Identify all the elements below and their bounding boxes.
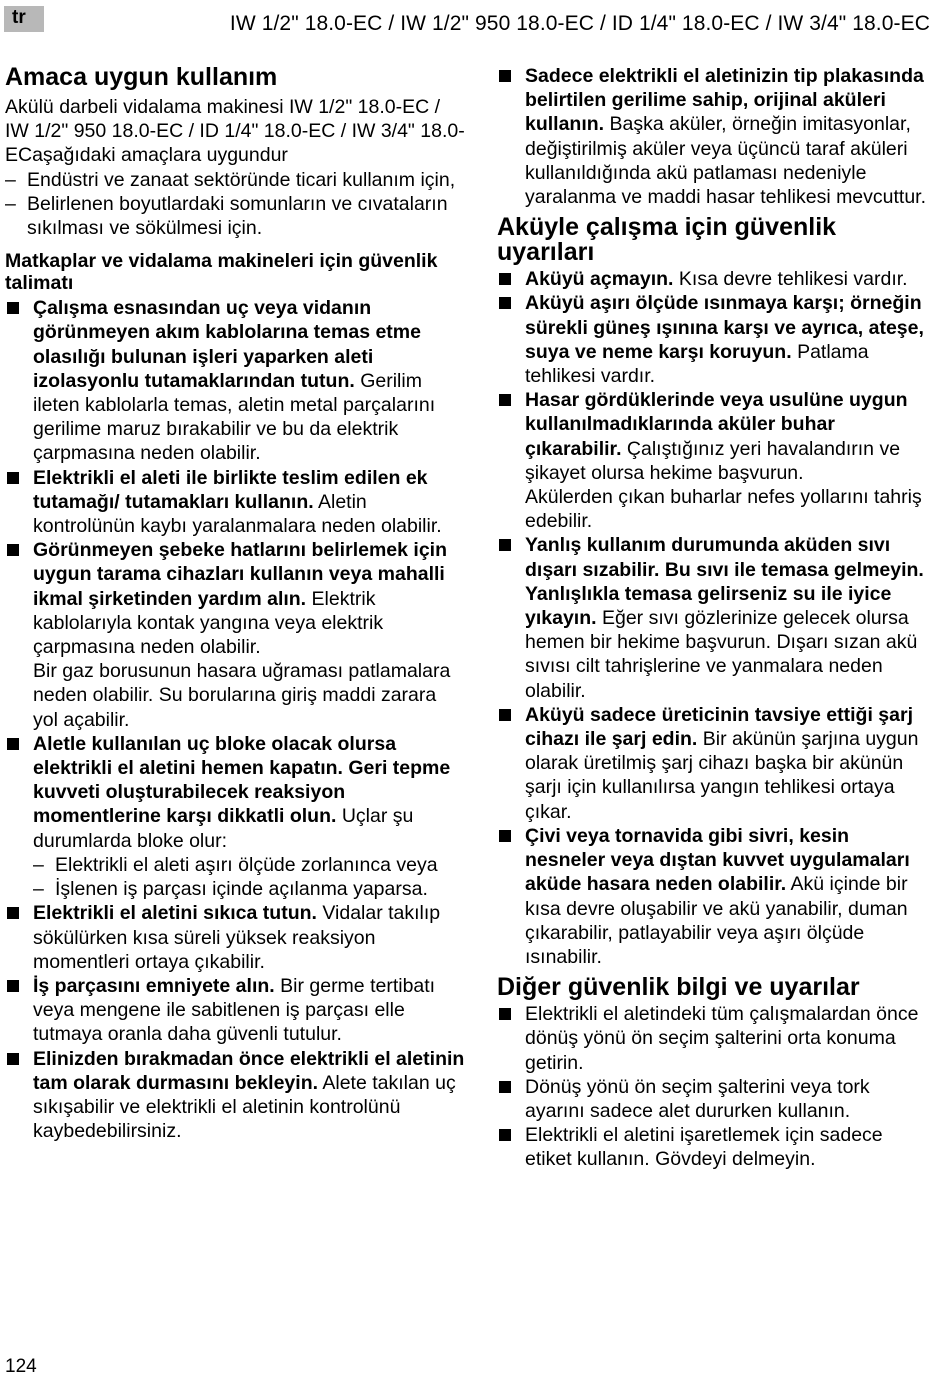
other-item bbox=[497, 1123, 931, 1171]
safety-item bbox=[5, 1047, 465, 1144]
other-item-text: Elektrikli el aletindeki tüm çalışmalardan önce dönüş yönü ön seçim şalterini orta konuma getirin. bbox=[525, 1003, 919, 1074]
safety-item bbox=[5, 901, 465, 974]
square-bullet-icon bbox=[7, 738, 19, 750]
battery-item bbox=[497, 824, 931, 969]
safety-item-text-2: Bir gaz borusunun hasara uğraması patlamalara neden olabilir. Su borularına giriş maddi zarara yol açabilir. bbox=[33, 660, 451, 731]
other-item-text: Dönüş yönü ön seçim şalterini veya tork ayarını sadece alet dururken kullanın. bbox=[525, 1075, 870, 1122]
other-item bbox=[497, 1002, 931, 1075]
safety-item-bold: Aletle kullanılan uç bloke olacak olursa elektrikli el aletini hemen kapatın. Geri tepme kuvveti oluşturabilecek reaksiyon momentlerine karşı dikkatli olun. bbox=[33, 732, 451, 828]
safety-item-bold: Görünmeyen şebeke hatlarını belirlemek için uygun tarama cihazları kullanın veya mahalli ikmal şirketinden yardım alın. bbox=[33, 539, 447, 610]
battery-item bbox=[497, 703, 931, 824]
safety-item-text: Başka aküler, örneğin imitasyonlar, değiştirilmiş aküler veya üçüncü taraf aküleri kullanıldığında akü patlaması nedeniyle yaralanma ve maddi hasar tehlikesi mevcuttur. bbox=[525, 113, 927, 209]
square-bullet-icon bbox=[499, 297, 511, 309]
section-title-battery-safety: Aküyle çalışma için güvenlik uyarıları bbox=[497, 213, 837, 267]
battery-item-text: Kısa devre tehlikesi vardır. bbox=[678, 268, 908, 291]
safety-item-bold: Elektrikli el aleti ile birlikte teslim edilen ek tutamağı/ tutamakları kullanın. bbox=[33, 466, 428, 513]
header-model-list: IW 1/2" 18.0-EC / IW 1/2" 950 18.0-EC / ID 1/4" 18.0-EC / IW 3/4" 18.0-EC bbox=[229, 12, 930, 35]
safety-item-text: Uçlar şu durumlarda bloke olur: bbox=[33, 805, 414, 852]
battery-item-text-2: Akülerden çıkan buharlar nefes yollarını tahriş edebilir. bbox=[525, 486, 922, 533]
safety-item bbox=[5, 538, 465, 732]
battery-item-bold: Hasar gördüklerinde veya usulüne uygun kullanılmadıklarında aküler buhar çıkarabilir. bbox=[525, 389, 908, 460]
battery-item bbox=[497, 533, 931, 702]
use-item: – Belirlenen boyutlardaki somunların ve cıvataların sıkılması ve sökülmesi için. bbox=[5, 192, 465, 240]
square-bullet-icon bbox=[499, 1129, 511, 1141]
square-bullet-icon bbox=[499, 709, 511, 721]
square-bullet-icon bbox=[7, 907, 19, 919]
blocking-case: – İşlenen iş parçası içinde açılanma yaparsa. bbox=[5, 877, 465, 901]
safety-item-bold: İş parçasını emniyete alın. bbox=[33, 974, 275, 997]
square-bullet-icon bbox=[499, 394, 511, 406]
safety-item-text: Gerilim ileten kablolarla temas, aletin metal parçalarını gerilime maruz bırakabilir ve bu da elektrik çarpmasına neden olabilir. bbox=[33, 369, 436, 465]
square-bullet-icon bbox=[499, 1008, 511, 1020]
square-bullet-icon bbox=[499, 70, 511, 82]
section-title-intended-use: Amaca uygun kullanım bbox=[5, 63, 278, 91]
square-bullet-icon bbox=[499, 273, 511, 285]
subsection-title-drill-safety: Matkaplar ve vidalama makineleri için güvenlik talimatı bbox=[5, 250, 438, 295]
safety-item-bold: Elinizden bırakmadan önce elektrikli el aletinin tam olarak durmasını bekleyin. bbox=[33, 1047, 465, 1094]
safety-item-text: Vidalar takılıp sökülürken kısa süreli yüksek reaksiyon momentleri ortaya çıkabilir. bbox=[33, 902, 441, 973]
square-bullet-icon bbox=[499, 830, 511, 842]
battery-item-text: Patlama tehlikesi vardır. bbox=[525, 340, 869, 388]
battery-item-bold: Çivi veya tornavida gibi sivri, kesin nesneler veya dıştan kuvvet uygulamaları aküde hasara neden olabilir. bbox=[525, 824, 910, 896]
battery-item-bold: Yanlış kullanım durumunda aküden sıvı dışarı sızabilir. Bu sıvı ile temasa gelmeyin. Yanlışlıkla temasa gelirseniz su ile iyice yıkayın. bbox=[525, 534, 924, 630]
safety-item-text: Bir germe tertibatı veya mengene ile sabitlenen iş parçası elle tutmaya oranla daha güvenli tutulur. bbox=[33, 974, 436, 1046]
safety-item bbox=[497, 64, 931, 209]
battery-item-text: Akü içinde bir kısa devre oluşabilir ve akü yanabilir, duman çıkarabilir, patlayabilir veya aşırı ölçüde ısınabilir. bbox=[525, 873, 908, 968]
battery-item bbox=[497, 291, 931, 388]
other-item bbox=[497, 1075, 931, 1123]
safety-item-bold: Sadece elektrikli el aletinizin tip plakasında belirtilen gerilime sahip, orijinal aküleri kullanın. bbox=[525, 65, 924, 136]
safety-item-bold: Elektrikli el aletini sıkıca tutun. bbox=[33, 902, 317, 925]
battery-item-text: Bir akünün şarjına uygun olarak üretilmiş şarj cihazı başka bir akünün şarjı için kullanılırsa yangın tehlikesi ortaya çıkar. bbox=[525, 728, 919, 823]
square-bullet-icon bbox=[7, 472, 19, 484]
safety-item-bold: Çalışma esnasından uç veya vidanın görünmeyen akım kablolarına temas etme olasılığı bulunan işleri yaparken aleti izolasyonlu tutamaklarından tutun. bbox=[33, 297, 421, 392]
square-bullet-icon bbox=[7, 302, 19, 314]
safety-item bbox=[5, 466, 465, 539]
safety-item bbox=[5, 974, 465, 1047]
blocking-case: – Elektrikli el aleti aşırı ölçüde zorlanınca veya bbox=[5, 853, 465, 877]
square-bullet-icon bbox=[7, 1053, 19, 1065]
square-bullet-icon bbox=[7, 544, 19, 556]
use-item: – Endüstri ve zanaat sektöründe ticari kullanım için, bbox=[5, 168, 465, 192]
other-item-text: Elektrikli el aletini işaretlemek için sadece etiket kullanın. Gövdeyi delmeyin. bbox=[525, 1124, 883, 1171]
battery-item-bold: Aküyü açmayın. bbox=[525, 268, 674, 291]
battery-item bbox=[497, 388, 931, 533]
square-bullet-icon bbox=[7, 980, 19, 992]
language-badge: tr bbox=[4, 6, 44, 32]
safety-item-text: Elektrik kablolarıyla kontak yangına veya elektrik çarpmasına neden olabilir. bbox=[33, 587, 384, 659]
battery-item-bold: Aküyü aşırı ölçüde ısınmaya karşı; örneğin sürekli güneş ışınına karşı ve ayrıca, ateşe, suya ve neme karşı koruyun. bbox=[525, 292, 924, 363]
battery-item-bold: Aküyü sadece üreticinin tavsiye ettiği şarj cihazı ile şarj edin. bbox=[525, 703, 913, 751]
section-title-other-safety: Diğer güvenlik bilgi ve uyarılar bbox=[497, 973, 860, 1002]
square-bullet-icon bbox=[499, 1081, 511, 1093]
square-bullet-icon bbox=[499, 539, 511, 551]
right-column bbox=[497, 64, 931, 1172]
left-column bbox=[5, 64, 465, 1143]
intended-use-intro: Akülü darbeli vidalama makinesi IW 1/2" 18.0-EC / IW 1/2" 950 18.0-EC / ID 1/4" 18.0-EC / IW 3/4" 18.0-ECaşağıdaki amaçlara uygundur bbox=[5, 96, 465, 167]
battery-item bbox=[497, 267, 931, 291]
safety-item bbox=[5, 296, 465, 465]
battery-item-text: Çalıştığınız yeri havalandırın ve şikayet olursa hekime başvurun. bbox=[525, 437, 901, 484]
page-number: 124 bbox=[5, 1356, 37, 1377]
safety-item-text: Aletin kontrolünün kaybı yaralanmalara neden olabilir. bbox=[33, 490, 442, 538]
safety-item bbox=[5, 732, 465, 853]
safety-item-text: Alete takılan uç sıkışabilir ve elektrikli el aletinin kontrolünü kaybedebilirsiniz. bbox=[33, 1071, 456, 1143]
battery-item-text: Eğer sıvı gözlerinize gelecek olursa hemen bir hekime başvurun. Dışarı sızan akü sıvısı cilt tahrişlerine ve yanmalara neden olabilir. bbox=[525, 607, 918, 702]
